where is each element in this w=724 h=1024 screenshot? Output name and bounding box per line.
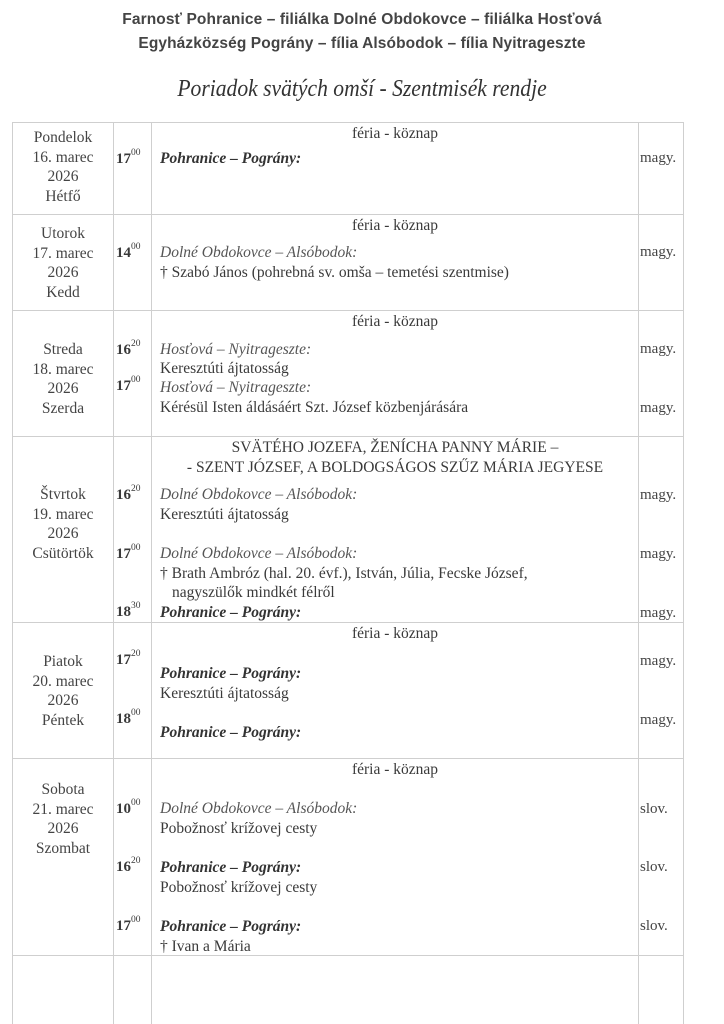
row-divider bbox=[12, 436, 684, 437]
mass-language: slov. bbox=[640, 918, 668, 934]
day-name-sk: Streda bbox=[43, 341, 83, 358]
mass-intention: † Ivan a Mária bbox=[160, 938, 251, 955]
mass-location: Dolné Obdokovce – Alsóbodok: bbox=[160, 800, 358, 817]
mass-time: $16^{20}$ bbox=[116, 856, 141, 875]
feast-title-sk: SVÄTÉHO JOZEFA, ŽENÍCHA PANNY MÁRIE – bbox=[231, 439, 559, 456]
mass-location: Dolné Obdokovce – Alsóbodok: bbox=[160, 486, 358, 503]
mass-time: $17^{00}$ bbox=[116, 375, 141, 394]
mass-time: $14^{00}$ bbox=[116, 242, 141, 261]
date: 19. marec bbox=[32, 505, 94, 523]
mass-language: magy. bbox=[640, 712, 677, 728]
page-title: Poriadok svätých omší - Szentmisék rendje bbox=[177, 76, 547, 102]
year: 2026 bbox=[47, 820, 79, 837]
mass-time: $18^{00}$ bbox=[116, 708, 141, 727]
day-name-sk: Piatok bbox=[43, 653, 83, 670]
mass-language: magy. bbox=[640, 605, 677, 621]
day-cell bbox=[13, 780, 113, 858]
day-name-hu: Szerda bbox=[41, 399, 85, 417]
mass-location: Hosťová – Nyitrageszte: bbox=[160, 379, 312, 396]
mass-location: Hosťová – Nyitrageszte: bbox=[160, 341, 312, 358]
mass-location: Dolné Obdokovce – Alsóbodok: bbox=[160, 545, 358, 562]
mass-language: magy. bbox=[640, 244, 677, 260]
mass-location: Pohranice – Pográny: bbox=[160, 665, 302, 682]
day-name-sk: Utorok bbox=[41, 225, 85, 242]
mass-language: magy. bbox=[640, 150, 677, 166]
mass-location: Pohranice – Pográny: bbox=[160, 918, 302, 935]
mass-language: slov. bbox=[640, 801, 668, 817]
date: 20. marec bbox=[32, 672, 94, 690]
feast-title-hu: - SZENT JÓZSEF, A BOLDOGSÁGOS SZŰZ MÁRIA JEGYESE bbox=[186, 459, 604, 476]
day-cell bbox=[13, 652, 113, 730]
mass-time: $17^{20}$ bbox=[116, 649, 141, 668]
day-cell bbox=[13, 224, 113, 302]
day-cell bbox=[13, 485, 113, 563]
liturgical-day: féria - köznap bbox=[351, 125, 439, 142]
mass-location: Pohranice – Pográny: bbox=[160, 859, 302, 876]
year: 2026 bbox=[47, 380, 79, 397]
day-name-hu: Hétfő bbox=[45, 187, 81, 205]
mass-time: $17^{00}$ bbox=[116, 148, 141, 167]
column-divider-day-time bbox=[113, 122, 114, 1024]
mass-intention: † Brath Ambróz (hal. 20. évf.), István, Júlia, Fecske József, bbox=[160, 565, 528, 582]
mass-language: slov. bbox=[640, 859, 668, 875]
year: 2026 bbox=[47, 692, 79, 709]
row-divider bbox=[12, 622, 684, 623]
table-border-top bbox=[12, 122, 684, 123]
mass-time: $16^{20}$ bbox=[116, 484, 141, 503]
mass-language: magy. bbox=[640, 487, 677, 503]
day-name-hu: Péntek bbox=[41, 711, 85, 729]
row-divider bbox=[12, 310, 684, 311]
row-divider bbox=[12, 758, 684, 759]
day-name-hu: Csütörtök bbox=[32, 544, 94, 562]
date: 16. marec bbox=[32, 148, 94, 166]
mass-intention: Pobožnosť krížovej cesty bbox=[160, 879, 318, 896]
column-divider-time-content bbox=[151, 122, 152, 1024]
column-divider-content-lang bbox=[638, 122, 639, 1024]
year: 2026 bbox=[47, 168, 79, 185]
row-divider bbox=[12, 955, 684, 956]
date: 18. marec bbox=[32, 360, 94, 378]
mass-time: $18^{30}$ bbox=[116, 601, 141, 620]
mass-intention: Keresztúti ájtatosság bbox=[160, 685, 289, 702]
mass-intention: Kérésül Isten áldásáért Szt. József közbenjárására bbox=[160, 399, 469, 416]
parish-header-hu: Egyházközség Pográny – fília Alsóbodok – fília Nyitrageszte bbox=[138, 35, 586, 52]
year: 2026 bbox=[47, 525, 79, 542]
mass-location: Pohranice – Pográny: bbox=[160, 724, 302, 741]
table-border-right bbox=[683, 122, 684, 1024]
mass-intention: Keresztúti ájtatosság bbox=[160, 506, 289, 523]
liturgical-day: féria - köznap bbox=[351, 217, 439, 234]
day-cell bbox=[13, 340, 113, 418]
day-name-hu: Kedd bbox=[46, 283, 80, 301]
liturgical-day: féria - köznap bbox=[351, 625, 439, 642]
mass-time: $10^{00}$ bbox=[116, 798, 141, 817]
mass-language: magy. bbox=[640, 546, 677, 562]
day-name-hu: Szombat bbox=[35, 839, 91, 857]
day-name-sk: Sobota bbox=[41, 781, 85, 798]
mass-intention: † Szabó János (pohrebná sv. omša – temetési szentmise) bbox=[160, 264, 509, 281]
mass-time: $16^{20}$ bbox=[116, 339, 141, 358]
date: 17. marec bbox=[32, 244, 94, 262]
date: 21. marec bbox=[32, 800, 94, 818]
liturgical-day: féria - köznap bbox=[351, 761, 439, 778]
day-name-sk: Štvrtok bbox=[40, 486, 86, 503]
day-cell bbox=[13, 128, 113, 206]
year: 2026 bbox=[47, 264, 79, 281]
mass-intention-continued: nagyszülők mindkét félről bbox=[172, 584, 335, 601]
mass-language: magy. bbox=[640, 400, 677, 416]
day-name-sk: Pondelok bbox=[33, 129, 93, 146]
parish-header-sk: Farnosť Pohranice – filiálka Dolné Obdokovce – filiálka Hosťová bbox=[122, 11, 602, 28]
mass-language: magy. bbox=[640, 341, 677, 357]
mass-intention: Keresztúti ájtatosság bbox=[160, 360, 289, 377]
mass-time: $17^{00}$ bbox=[116, 543, 141, 562]
mass-language: magy. bbox=[640, 653, 677, 669]
mass-intention: Pobožnosť krížovej cesty bbox=[160, 820, 318, 837]
mass-time: $17^{00}$ bbox=[116, 915, 141, 934]
row-divider bbox=[12, 214, 684, 215]
mass-location: Dolné Obdokovce – Alsóbodok: bbox=[160, 244, 358, 261]
liturgical-day: féria - köznap bbox=[351, 313, 439, 330]
mass-location: Pohranice – Pográny: bbox=[160, 150, 302, 167]
mass-location: Pohranice – Pográny: bbox=[160, 604, 302, 621]
